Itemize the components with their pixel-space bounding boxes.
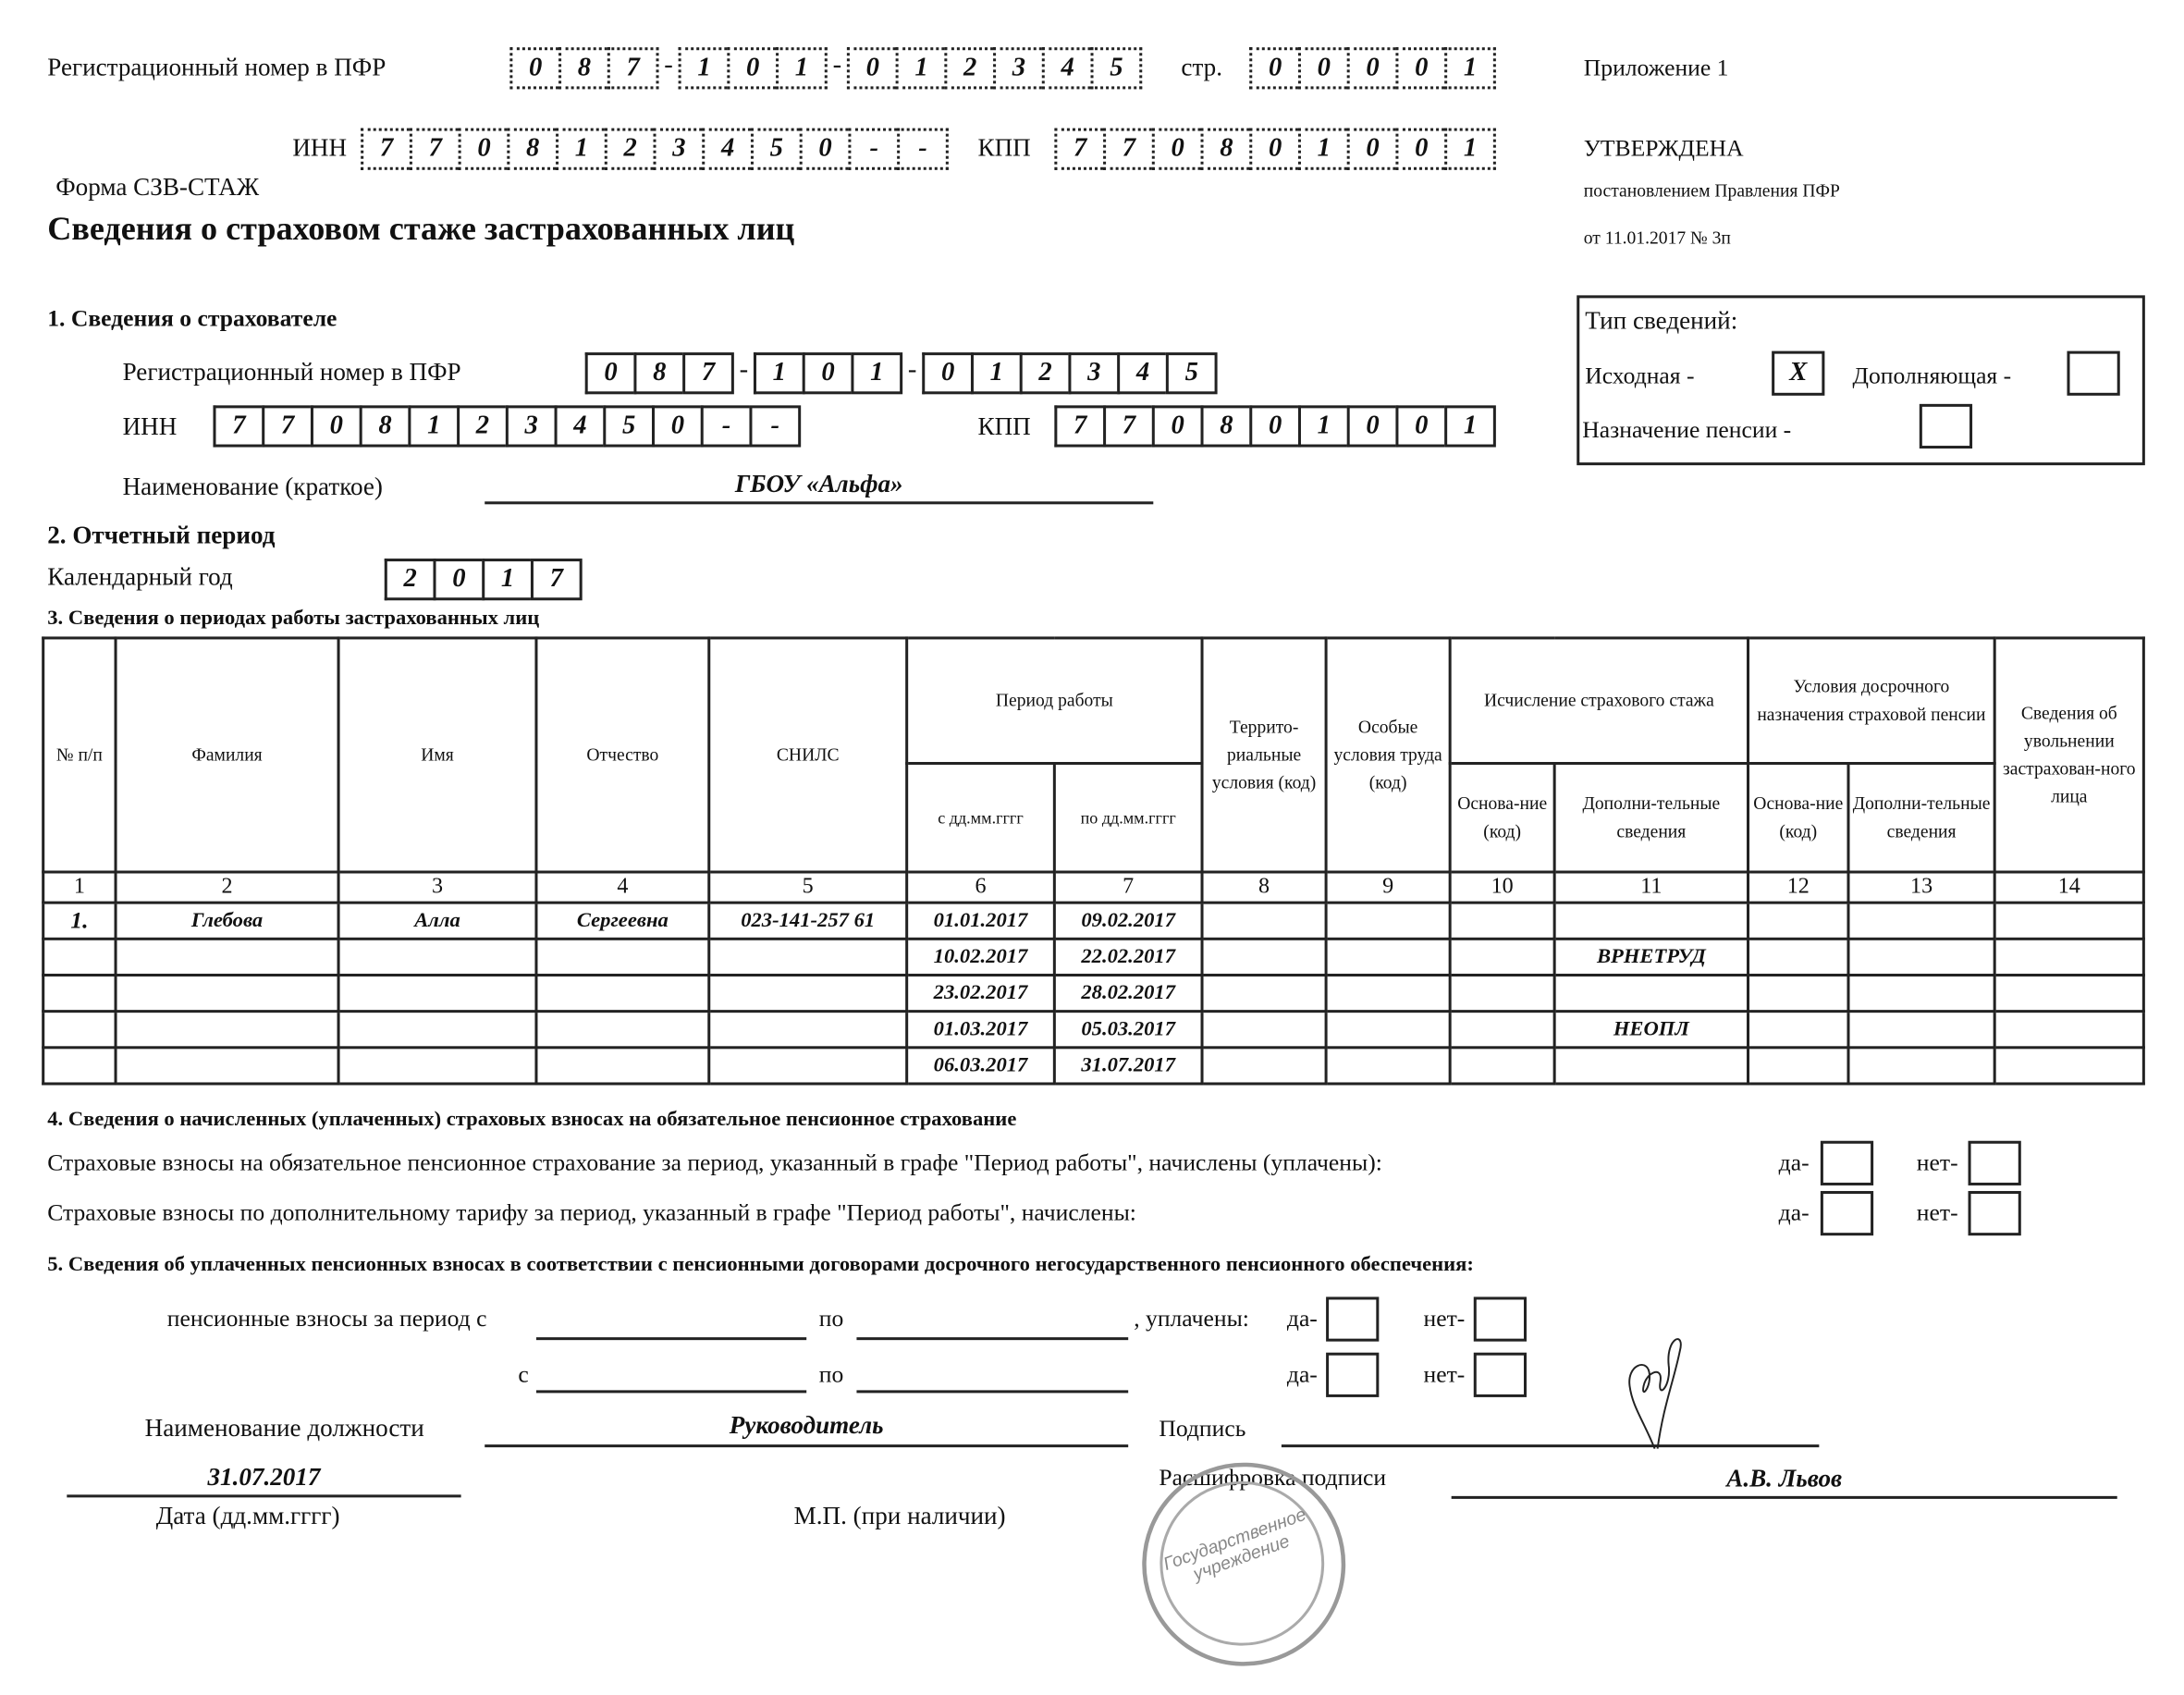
table-cell[interactable] xyxy=(1450,1012,1554,1048)
column-numbers-row xyxy=(43,872,2144,903)
header-kpp-label: КПП xyxy=(977,133,1031,162)
column-number: 13 xyxy=(1848,872,1994,903)
table-cell[interactable] xyxy=(1450,903,1554,939)
section1-reg-label: Регистрационный номер в ПФР xyxy=(122,358,461,387)
section4-title: 4. Сведения о начисленных (уплаченных) страховых взносах на обязательное пенсионное страхование xyxy=(47,1109,1017,1132)
section4-line2: Страховые взносы по дополнительному тарифу за период, указанный в графе "Период работы", начислены: xyxy=(47,1199,1136,1226)
section1-kpp-cell[interactable]: 0 xyxy=(1395,405,1444,447)
section1-inn-label: ИНН xyxy=(122,411,178,441)
table-cell[interactable] xyxy=(1326,939,1450,975)
header-to: по дд.мм.гггг xyxy=(1054,764,1202,872)
section4-line1-no-label: нет- xyxy=(1916,1148,1958,1176)
column-number: 8 xyxy=(1202,872,1326,903)
table-cell[interactable] xyxy=(536,1012,709,1048)
section1-inn-cell[interactable]: 3 xyxy=(506,405,555,447)
header-inn-cell[interactable]: 0 xyxy=(459,129,508,170)
table-cell[interactable] xyxy=(43,939,116,975)
section1-kpp-cell[interactable]: 8 xyxy=(1201,405,1250,447)
section5-paid-label: , уплачены: xyxy=(1134,1305,1249,1333)
header-kpp-cell[interactable]: 1 xyxy=(1298,129,1347,170)
header-inn-cell[interactable]: 1 xyxy=(556,129,605,170)
decoding-field[interactable] xyxy=(1452,1496,2117,1499)
table-cell[interactable] xyxy=(1202,975,1326,1011)
section1-reg-number-cell[interactable]: 0 xyxy=(803,352,852,394)
column-number: 3 xyxy=(338,872,536,903)
page-number xyxy=(1249,47,1496,89)
header-name: Имя xyxy=(338,638,536,872)
header-reg-number-cell[interactable]: 4 xyxy=(1042,47,1091,89)
section4-line1-no-checkbox[interactable] xyxy=(1969,1141,2021,1185)
section1-reg-number-group xyxy=(585,352,734,394)
column-number: 11 xyxy=(1554,872,1748,903)
table-cell[interactable] xyxy=(338,1012,536,1048)
header-insurance-calc: Исчисление страхового стажа xyxy=(1450,638,1748,764)
table-cell[interactable]: 09.02.2017 xyxy=(1054,903,1202,939)
header-reg-number xyxy=(509,47,1142,89)
appendix-label: Приложение 1 xyxy=(1583,54,1729,81)
header-inn-cell[interactable]: 5 xyxy=(751,129,800,170)
table-cell[interactable] xyxy=(1450,939,1554,975)
header-reg-number-group xyxy=(679,47,828,89)
page-label: стр. xyxy=(1181,53,1222,81)
header-inn-cell[interactable]: - xyxy=(848,129,897,170)
section1-kpp-cell[interactable]: 1 xyxy=(1444,405,1496,447)
approved-date: от 11.01.2017 № 3п xyxy=(1583,227,1731,249)
table-cell[interactable] xyxy=(1848,903,1994,939)
initial-label: Исходная - xyxy=(1585,362,1695,389)
section1-reg-number-cell[interactable]: 1 xyxy=(971,352,1020,394)
document-title: Сведения о страховом стаже застрахованных лиц xyxy=(47,211,795,249)
header-reg-number-cell[interactable]: 8 xyxy=(558,47,607,89)
section1-reg-number-cell[interactable]: 0 xyxy=(922,352,971,394)
year-label: Календарный год xyxy=(47,562,233,591)
table-cell[interactable]: Сергеевна xyxy=(536,903,709,939)
table-cell[interactable] xyxy=(1326,903,1450,939)
header-reg-number-cell[interactable]: 3 xyxy=(993,47,1042,89)
table-cell[interactable] xyxy=(1202,903,1326,939)
section1-inn-cell[interactable]: 0 xyxy=(311,405,360,447)
column-number: 10 xyxy=(1450,872,1554,903)
section5-by2-label: по xyxy=(818,1360,844,1388)
table-cell[interactable]: 22.02.2017 xyxy=(1054,939,1202,975)
table-cell[interactable] xyxy=(1748,1048,1848,1084)
table-cell[interactable] xyxy=(43,975,116,1011)
section1-kpp-cell[interactable]: 7 xyxy=(1103,405,1152,447)
position-field[interactable] xyxy=(485,1444,1128,1447)
table-cell[interactable] xyxy=(116,939,338,975)
table-cell[interactable] xyxy=(1994,1048,2143,1084)
column-number: 7 xyxy=(1054,872,1202,903)
table-cell[interactable]: ВРНЕТРУД xyxy=(1554,939,1748,975)
section1-inn-cell[interactable]: 4 xyxy=(555,405,604,447)
section5-yes1-checkbox[interactable] xyxy=(1326,1296,1379,1341)
header-special: Особые условия труда (код) xyxy=(1326,638,1450,872)
table-cell[interactable]: 01.01.2017 xyxy=(907,903,1055,939)
work-periods-table xyxy=(42,636,2145,1085)
section1-name-value: ГБОУ «Альфа» xyxy=(734,469,903,497)
section1-reg-number-cell[interactable]: 7 xyxy=(682,352,734,394)
page-number-cell[interactable]: 0 xyxy=(1395,47,1444,89)
header-dismissal: Сведения об увольнении застрахован-ного лица xyxy=(1994,638,2143,872)
table-cell[interactable] xyxy=(709,975,907,1011)
header-from: с дд.мм.гггг xyxy=(907,764,1055,872)
header-kpp-cell[interactable]: 0 xyxy=(1152,129,1201,170)
section1-kpp-cell[interactable]: 0 xyxy=(1249,405,1298,447)
table-row xyxy=(43,1048,2144,1084)
table-cell[interactable] xyxy=(709,939,907,975)
section1-reg-number-cell[interactable]: 1 xyxy=(754,352,803,394)
header-num: № п/п xyxy=(43,638,116,872)
table-cell[interactable] xyxy=(1848,1012,1994,1048)
table-cell[interactable] xyxy=(338,975,536,1011)
table-cell[interactable] xyxy=(709,1012,907,1048)
table-cell[interactable]: НЕОПЛ xyxy=(1554,1012,1748,1048)
table-cell[interactable] xyxy=(338,939,536,975)
table-cell[interactable]: 10.02.2017 xyxy=(907,939,1055,975)
approved-by: постановлением Правления ПФР xyxy=(1583,179,1840,201)
table-cell[interactable] xyxy=(1202,1012,1326,1048)
header-reg-number-cell[interactable]: 0 xyxy=(727,47,776,89)
section1-inn-cell[interactable]: 2 xyxy=(457,405,506,447)
section2-title: 2. Отчетный период xyxy=(47,521,276,549)
header-inn-cell[interactable]: - xyxy=(897,129,949,170)
header-inn-cell[interactable]: 4 xyxy=(702,129,751,170)
section4-line2-yes-label: да- xyxy=(1778,1199,1810,1226)
header-inn-cell[interactable]: 2 xyxy=(605,129,654,170)
table-cell[interactable] xyxy=(1848,975,1994,1011)
section1-inn xyxy=(213,405,801,447)
table-cell[interactable] xyxy=(1848,939,1994,975)
section1-reg-number xyxy=(585,352,1218,394)
header-reg-number-group xyxy=(847,47,1142,89)
section1-kpp-cell[interactable]: 7 xyxy=(1054,405,1103,447)
table-cell[interactable]: 1. xyxy=(43,903,116,939)
separator-dash: - xyxy=(664,50,673,80)
separator-dash: - xyxy=(907,355,917,385)
column-number: 9 xyxy=(1326,872,1450,903)
section1-name-field[interactable] xyxy=(485,501,1153,504)
table-cell[interactable] xyxy=(1994,939,2143,975)
pension-checkbox[interactable] xyxy=(1920,404,1972,448)
section1-reg-number-cell[interactable]: 3 xyxy=(1068,352,1117,394)
year-cells xyxy=(385,559,583,600)
header-kpp-cell[interactable]: 7 xyxy=(1054,129,1103,170)
page-number-cell[interactable]: 0 xyxy=(1249,47,1298,89)
table-cell[interactable]: 28.02.2017 xyxy=(1054,975,1202,1011)
section5-title: 5. Сведения об уплаченных пенсионных взносах в соответствии с пенсионными договорами досрочного негосударственного пенсионного обеспечения: xyxy=(47,1253,1474,1276)
section5-line1-prefix: пенсионные взносы за период с xyxy=(166,1305,487,1333)
approved-label: УТВЕРЖДЕНА xyxy=(1583,135,1744,162)
section5-from2-field[interactable] xyxy=(536,1390,806,1393)
table-cell[interactable]: 31.07.2017 xyxy=(1054,1048,1202,1084)
section5-no2-checkbox[interactable] xyxy=(1474,1353,1527,1397)
section4-line2-yes-checkbox[interactable] xyxy=(1821,1191,1873,1235)
table-cell[interactable] xyxy=(1994,975,2143,1011)
header-kpp-cell[interactable]: 0 xyxy=(1347,129,1396,170)
section1-kpp-cell[interactable]: 0 xyxy=(1152,405,1201,447)
section5-from2-label: с xyxy=(518,1360,529,1388)
section5-from1-field[interactable] xyxy=(536,1337,806,1340)
table-cell[interactable] xyxy=(1748,975,1848,1011)
section1-inn-cell[interactable]: 7 xyxy=(262,405,311,447)
header-extra2: Дополни-тельные сведения xyxy=(1848,764,1994,872)
year-cells-cell[interactable]: 0 xyxy=(433,559,482,600)
form-name: Форма СЗВ-СТАЖ xyxy=(55,172,260,201)
header-reg-number-cell[interactable]: 0 xyxy=(509,47,558,89)
header-early-pension: Условия досрочного назначения страховой пенсии xyxy=(1748,638,1995,764)
signature-icon xyxy=(1615,1323,1699,1452)
page-number-cell[interactable]: 0 xyxy=(1298,47,1347,89)
table-row xyxy=(43,1012,2144,1048)
section1-inn-cell[interactable]: 7 xyxy=(213,405,262,447)
section4-line1: Страховые взносы на обязательное пенсионное страхование за период, указанный в графе "Период работы", начислены (уплачены): xyxy=(47,1148,1382,1176)
supplementary-label: Дополняющая - xyxy=(1852,362,2012,389)
section1-reg-number-cell[interactable]: 8 xyxy=(633,352,682,394)
table-cell[interactable] xyxy=(43,1012,116,1048)
initial-checkbox[interactable]: X xyxy=(1772,351,1824,396)
header-reg-number-cell[interactable]: 1 xyxy=(679,47,728,89)
table-cell[interactable] xyxy=(1450,1048,1554,1084)
date-label: Дата (дд.мм.гггг) xyxy=(155,1501,340,1530)
section1-reg-number-group xyxy=(754,352,902,394)
header-kpp xyxy=(1054,129,1496,170)
header-inn-cell[interactable]: 3 xyxy=(654,129,703,170)
column-number: 14 xyxy=(1994,872,2143,903)
table-row xyxy=(43,939,2144,975)
section1-reg-number-cell[interactable]: 2 xyxy=(1020,352,1069,394)
header-extra1: Дополни-тельные сведения xyxy=(1554,764,1748,872)
table-cell[interactable] xyxy=(1450,975,1554,1011)
supplementary-checkbox[interactable] xyxy=(2067,351,2119,396)
table-cell[interactable] xyxy=(116,1048,338,1084)
table-cell[interactable]: 05.03.2017 xyxy=(1054,1012,1202,1048)
section1-inn-cell[interactable]: 8 xyxy=(360,405,409,447)
column-number: 4 xyxy=(536,872,709,903)
table-cell[interactable] xyxy=(1554,903,1748,939)
table-row xyxy=(43,975,2144,1011)
section1-inn-cell[interactable]: - xyxy=(701,405,750,447)
section1-kpp xyxy=(1054,405,1496,447)
table-cell[interactable] xyxy=(1748,939,1848,975)
date-field[interactable] xyxy=(67,1494,460,1497)
table-cell[interactable]: 23.02.2017 xyxy=(907,975,1055,1011)
section5-no1-label: нет- xyxy=(1423,1305,1466,1333)
section1-kpp-label: КПП xyxy=(977,411,1031,441)
header-kpp-cell[interactable]: 0 xyxy=(1395,129,1444,170)
header-period: Период работы xyxy=(907,638,1202,764)
page-number-cell[interactable]: 1 xyxy=(1444,47,1496,89)
stamp-text: Государственное учреждение xyxy=(1159,1503,1309,1585)
header-inn-cell[interactable]: 7 xyxy=(361,129,410,170)
table-cell[interactable] xyxy=(1848,1048,1994,1084)
section1-inn-cell[interactable]: - xyxy=(749,405,801,447)
table-cell[interactable] xyxy=(338,1048,536,1084)
table-cell[interactable] xyxy=(536,975,709,1011)
header-reg-number-cell[interactable]: 5 xyxy=(1091,47,1143,89)
decoding-value: А.В. Львов xyxy=(1726,1464,1843,1492)
section5-to2-field[interactable] xyxy=(856,1390,1128,1393)
separator-dash: - xyxy=(832,50,842,80)
table-cell[interactable]: 023-141-257 61 xyxy=(709,903,907,939)
stamp-place-label: М.П. (при наличии) xyxy=(793,1501,1006,1530)
header-reg-number-group xyxy=(509,47,658,89)
header-reg-number-cell[interactable]: 2 xyxy=(944,47,993,89)
section4-line1-yes-checkbox[interactable] xyxy=(1821,1141,1873,1185)
header-inn-cell[interactable]: 0 xyxy=(800,129,849,170)
header-territorial: Террито-риальные условия (код) xyxy=(1202,638,1326,872)
year-cells-cell[interactable]: 7 xyxy=(531,559,583,600)
header-basis2: Основа-ние (код) xyxy=(1748,764,1848,872)
year-cells-cell[interactable]: 2 xyxy=(385,559,434,600)
header-kpp-cell[interactable]: 0 xyxy=(1249,129,1298,170)
table-cell[interactable] xyxy=(1326,1048,1450,1084)
table-cell[interactable] xyxy=(536,1048,709,1084)
table-cell[interactable] xyxy=(43,1048,116,1084)
info-type-title: Тип сведений: xyxy=(1585,306,1738,335)
section1-inn-cell[interactable]: 0 xyxy=(652,405,701,447)
section1-kpp-cell[interactable]: 1 xyxy=(1298,405,1347,447)
section5-no1-checkbox[interactable] xyxy=(1474,1296,1527,1341)
section1-reg-number-cell[interactable]: 4 xyxy=(1117,352,1166,394)
date-value: 31.07.2017 xyxy=(207,1462,321,1491)
header-kpp-cell[interactable]: 7 xyxy=(1103,129,1152,170)
table-cell[interactable]: 01.03.2017 xyxy=(907,1012,1055,1048)
header-inn-label: ИНН xyxy=(292,133,348,162)
table-row xyxy=(43,903,2144,939)
section5-yes1-label: да- xyxy=(1286,1305,1318,1333)
header-patronymic: Отчество xyxy=(536,638,709,872)
table-cell[interactable] xyxy=(1748,903,1848,939)
section3-title: 3. Сведения о периодах работы застрахованных лиц xyxy=(47,607,540,630)
header-basis1: Основа-ние (код) xyxy=(1450,764,1554,872)
table-cell[interactable] xyxy=(1994,1012,2143,1048)
pension-label: Назначение пенсии - xyxy=(1582,416,1792,444)
section1-reg-number-cell[interactable]: 0 xyxy=(585,352,634,394)
header-reg-number-cell[interactable]: 1 xyxy=(896,47,945,89)
header-kpp-cell[interactable]: 8 xyxy=(1201,129,1250,170)
header-reg-number-cell[interactable]: 0 xyxy=(847,47,896,89)
section1-name-label: Наименование (краткое) xyxy=(122,472,383,500)
table-cell[interactable] xyxy=(1554,975,1748,1011)
signature-field[interactable] xyxy=(1282,1444,1819,1447)
table-cell[interactable] xyxy=(1554,1048,1748,1084)
position-label: Наименование должности xyxy=(144,1413,424,1443)
section5-yes2-checkbox[interactable] xyxy=(1326,1353,1379,1397)
info-type-box xyxy=(1577,295,2145,465)
section1-kpp-cell[interactable]: 0 xyxy=(1347,405,1396,447)
header-surname: Фамилия xyxy=(116,638,338,872)
section4-line1-yes-label: да- xyxy=(1778,1148,1810,1176)
section1-reg-number-cell[interactable]: 1 xyxy=(851,352,902,394)
position-value: Руководитель xyxy=(729,1410,884,1440)
table-cell[interactable] xyxy=(116,1012,338,1048)
header-kpp-cell[interactable]: 1 xyxy=(1444,129,1496,170)
section1-reg-number-cell[interactable]: 5 xyxy=(1166,352,1218,394)
section1-title: 1. Сведения о страхователе xyxy=(47,304,337,332)
section1-inn-cell[interactable]: 1 xyxy=(408,405,457,447)
signature-label: Подпись xyxy=(1159,1415,1246,1443)
header-reg-number-cell[interactable]: 1 xyxy=(776,47,828,89)
header-reg-number-cell[interactable]: 7 xyxy=(607,47,659,89)
column-number: 6 xyxy=(907,872,1055,903)
section4-line2-no-label: нет- xyxy=(1916,1199,1958,1226)
table-cell[interactable] xyxy=(1202,1048,1326,1084)
section5-yes2-label: да- xyxy=(1286,1360,1318,1388)
decoding-label: Расшифровка подписи xyxy=(1159,1464,1387,1491)
page-number-cell[interactable]: 0 xyxy=(1347,47,1396,89)
table-cell[interactable] xyxy=(1326,1012,1450,1048)
table-cell[interactable] xyxy=(536,939,709,975)
table-cell[interactable] xyxy=(1994,903,2143,939)
table-cell[interactable] xyxy=(116,975,338,1011)
header-inn xyxy=(361,129,949,170)
header-inn-cell[interactable]: 8 xyxy=(507,129,556,170)
section5-by1-label: по xyxy=(818,1305,844,1333)
header-snils: СНИЛС xyxy=(709,638,907,872)
table-cell[interactable]: 06.03.2017 xyxy=(907,1048,1055,1084)
section1-reg-number-group xyxy=(922,352,1217,394)
table-cell[interactable] xyxy=(1202,939,1326,975)
table-cell[interactable] xyxy=(1748,1012,1848,1048)
column-number: 1 xyxy=(43,872,116,903)
table-cell[interactable]: Алла xyxy=(338,903,536,939)
table-cell[interactable] xyxy=(709,1048,907,1084)
section5-no2-label: нет- xyxy=(1423,1360,1466,1388)
section5-to1-field[interactable] xyxy=(856,1337,1128,1340)
column-number: 2 xyxy=(116,872,338,903)
section1-inn-cell[interactable]: 5 xyxy=(603,405,652,447)
table-cell[interactable] xyxy=(1326,975,1450,1011)
section4-line2-no-checkbox[interactable] xyxy=(1969,1191,2021,1235)
header-inn-cell[interactable]: 7 xyxy=(410,129,459,170)
table-cell[interactable]: Глебова xyxy=(116,903,338,939)
separator-dash: - xyxy=(739,355,749,385)
year-cells-cell[interactable]: 1 xyxy=(482,559,531,600)
header-reg-label: Регистрационный номер в ПФР xyxy=(47,53,386,81)
column-number: 5 xyxy=(709,872,907,903)
column-number: 12 xyxy=(1748,872,1848,903)
